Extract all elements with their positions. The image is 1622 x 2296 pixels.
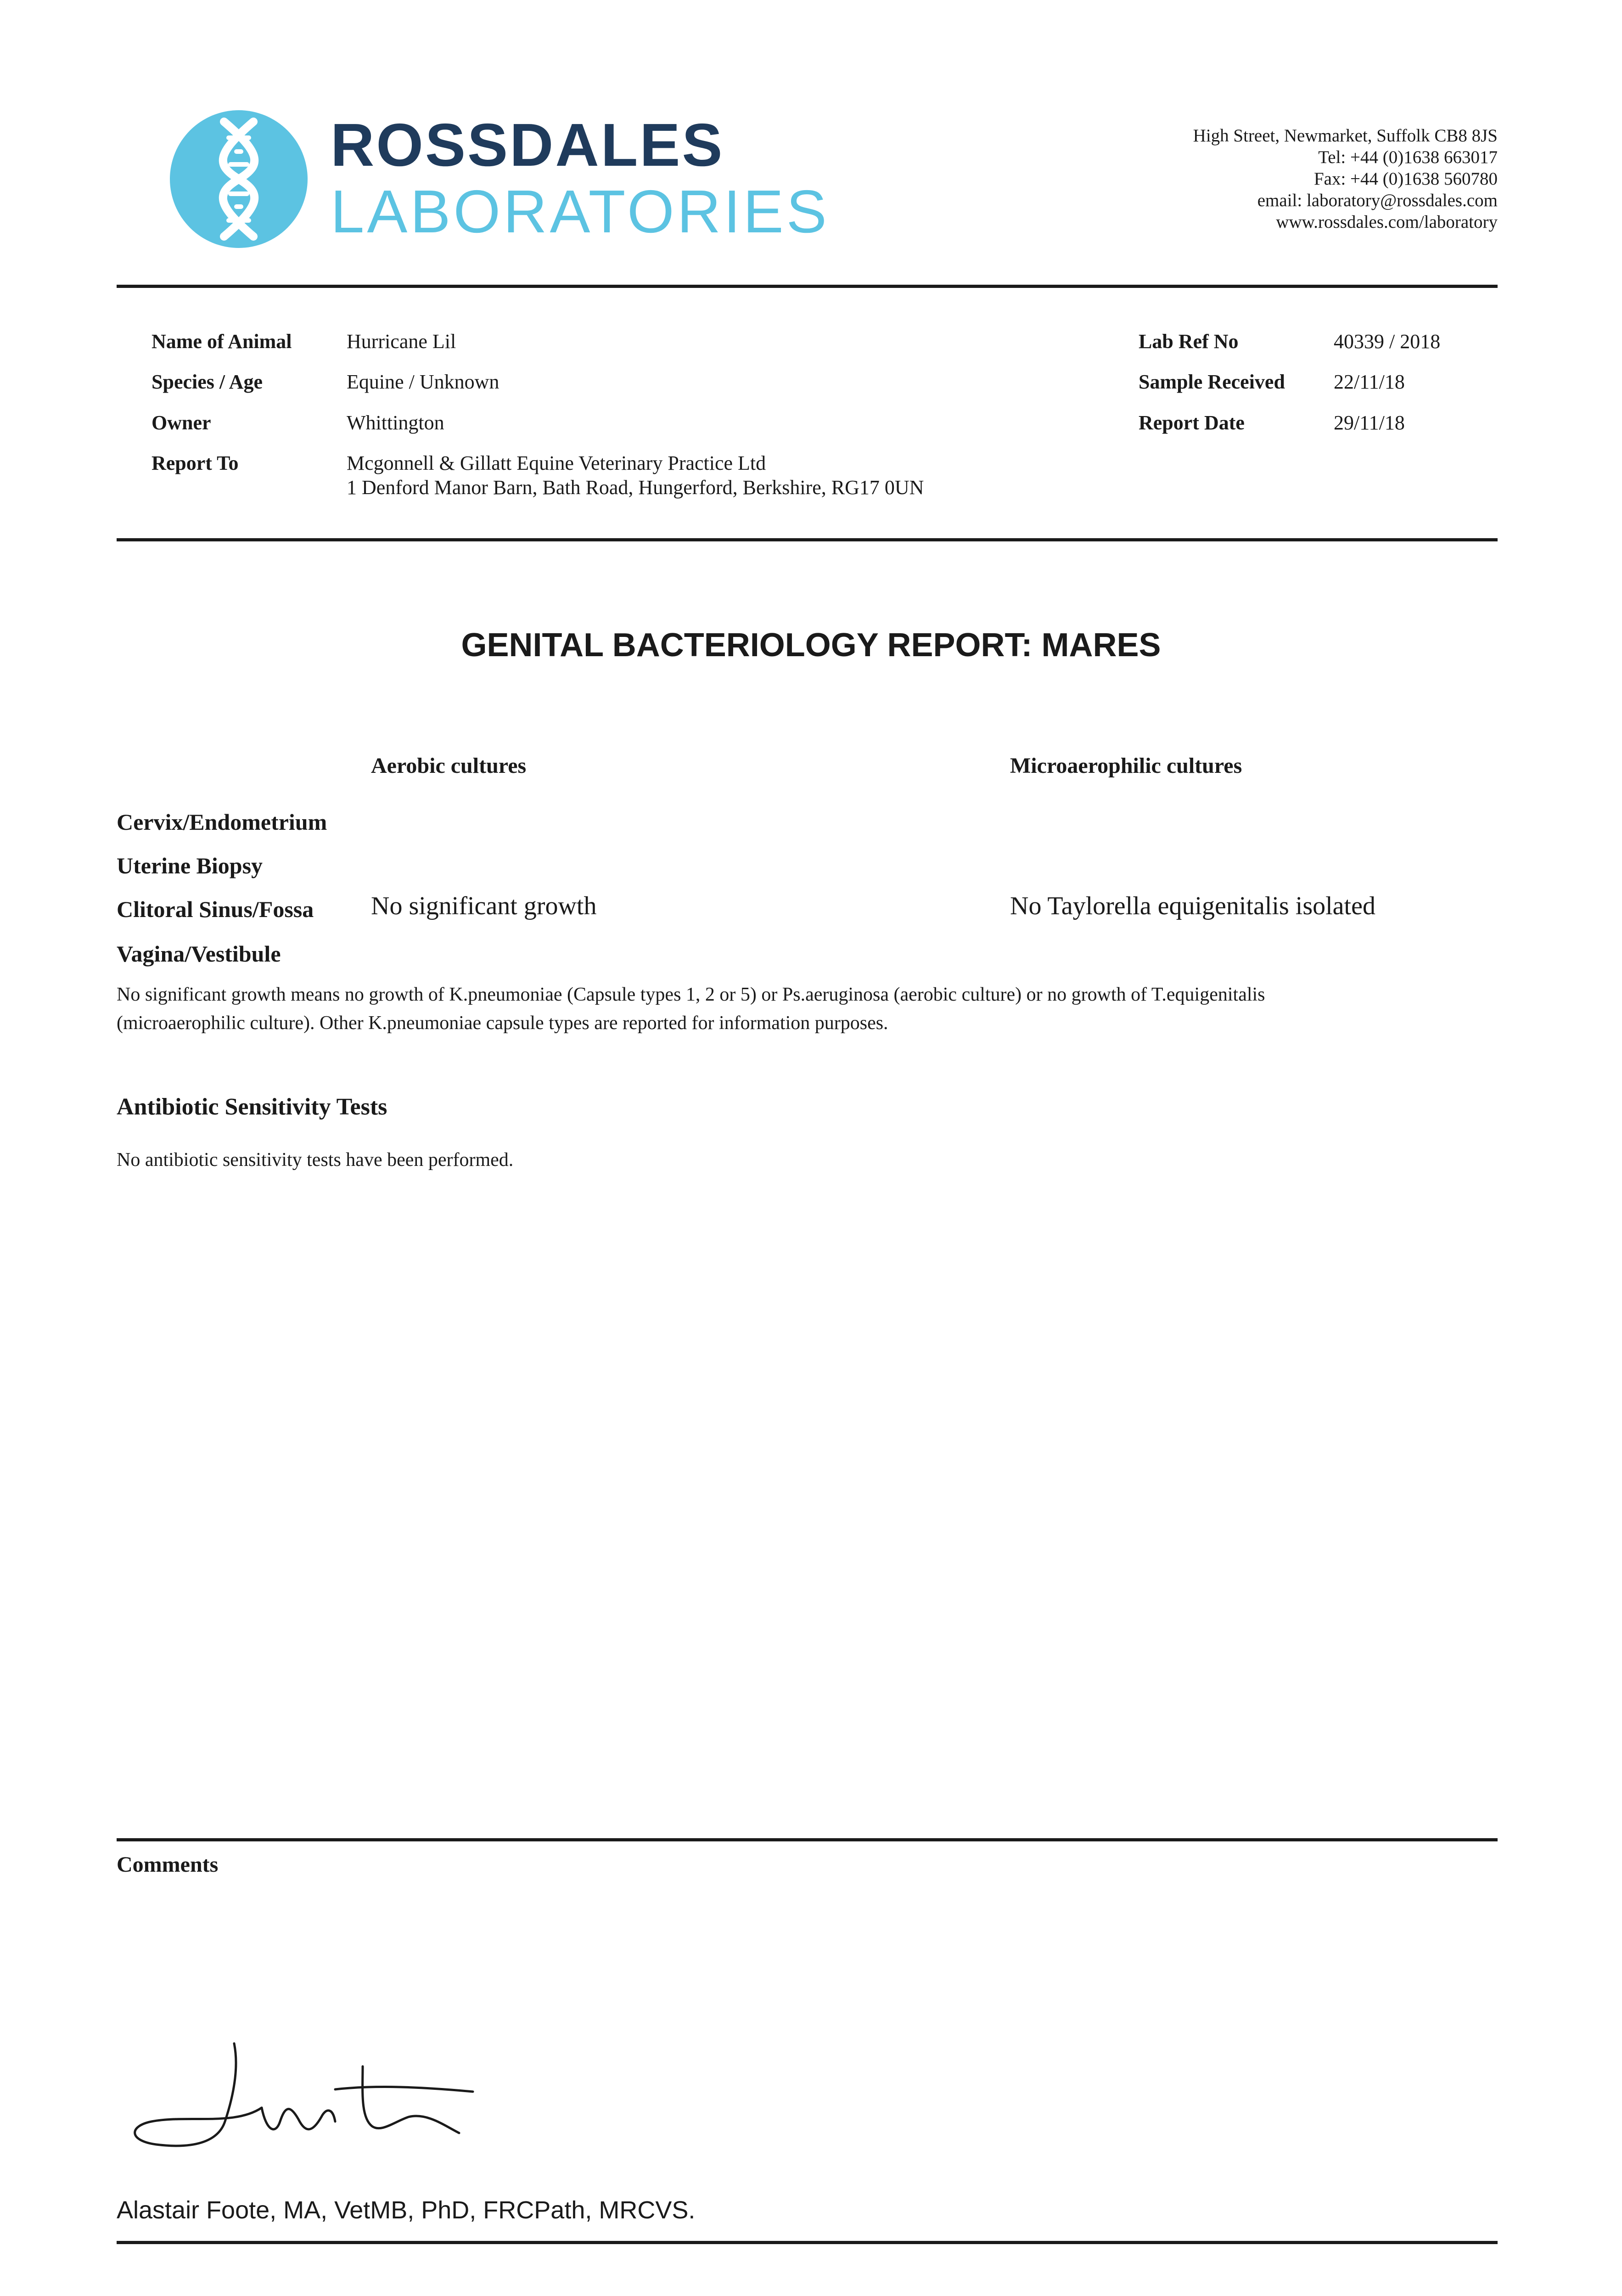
sample-received-label: Sample Received [1139, 371, 1285, 393]
report-to-line2: 1 Denford Manor Barn, Bath Road, Hungerford, Berkshire, RG17 0UN [347, 476, 924, 499]
sample-received-value: 22/11/18 [1334, 371, 1405, 393]
species-age-label: Species / Age [152, 371, 263, 393]
comments-divider [117, 1838, 1498, 1841]
report-title: GENITAL BACTERIOLOGY REPORT: MARES [461, 627, 1161, 664]
name-of-animal-label: Name of Animal [152, 330, 292, 353]
microaerophilic-cultures-heading: Microaerophilic cultures [1010, 754, 1242, 778]
owner-value: Whittington [347, 411, 444, 434]
site-vagina-vestibule: Vagina/Vestibule [117, 941, 281, 967]
note-line1: No significant growth means no growth of K.pneumoniae (Capsule types 1, 2 or 5) or Ps.aeruginosa (aerobic culture) or no growth of T.equigenitalis [117, 984, 1265, 1005]
brand-name-line2: LABORATORIES [331, 178, 830, 245]
site-cervix-endometrium: Cervix/Endometrium [117, 809, 327, 835]
info-divider [117, 538, 1498, 541]
antibiotic-sensitivity-heading: Antibiotic Sensitivity Tests [117, 1094, 387, 1120]
report-date-value: 29/11/18 [1334, 411, 1405, 434]
header-divider [117, 285, 1498, 288]
site-uterine-biopsy: Uterine Biopsy [117, 853, 263, 878]
contact-block [1193, 125, 1498, 233]
report-to-line1: Mcgonnell & Gillatt Equine Veterinary Practice Ltd [347, 452, 766, 474]
microaerophilic-result: No Taylorella equigenitalis isolated [1010, 892, 1375, 920]
report-to-label: Report To [152, 452, 239, 474]
growth-explanation-note [117, 980, 1498, 1037]
footer-divider [117, 2241, 1498, 2244]
contact-email: email: laboratory@rossdales.com [1257, 191, 1498, 210]
report-date-label: Report Date [1139, 411, 1245, 434]
contact-fax: Fax: +44 (0)1638 560780 [1313, 169, 1498, 189]
site-clitoral-sinus-fossa: Clitoral Sinus/Fossa [117, 896, 314, 922]
species-age-value: Equine / Unknown [347, 371, 500, 393]
lab-ref-label: Lab Ref No [1139, 330, 1239, 353]
brand-name-line1: ROSSDALES [331, 111, 724, 179]
aerobic-result: No significant growth [371, 892, 597, 920]
dna-logo-icon [170, 110, 308, 248]
lab-ref-value: 40339 / 2018 [1334, 330, 1441, 353]
contact-address: High Street, Newmarket, Suffolk CB8 8JS [1193, 126, 1498, 146]
contact-tel: Tel: +44 (0)1638 663017 [1318, 147, 1498, 167]
antibiotic-sensitivity-text: No antibiotic sensitivity tests have been performed. [117, 1149, 514, 1171]
signatory-name: Alastair Foote, MA, VetMB, PhD, FRCPath, MRCVS. [117, 2196, 696, 2224]
signature-image [124, 2039, 482, 2158]
aerobic-cultures-heading: Aerobic cultures [371, 754, 527, 778]
comments-heading: Comments [117, 1852, 219, 1877]
note-line2: (microaerophilic culture). Other K.pneumoniae capsule types are reported for information purposes. [117, 1013, 888, 1034]
name-of-animal-value: Hurricane Lil [347, 330, 456, 353]
owner-label: Owner [152, 411, 211, 434]
contact-website: www.rossdales.com/laboratory [1276, 212, 1498, 232]
